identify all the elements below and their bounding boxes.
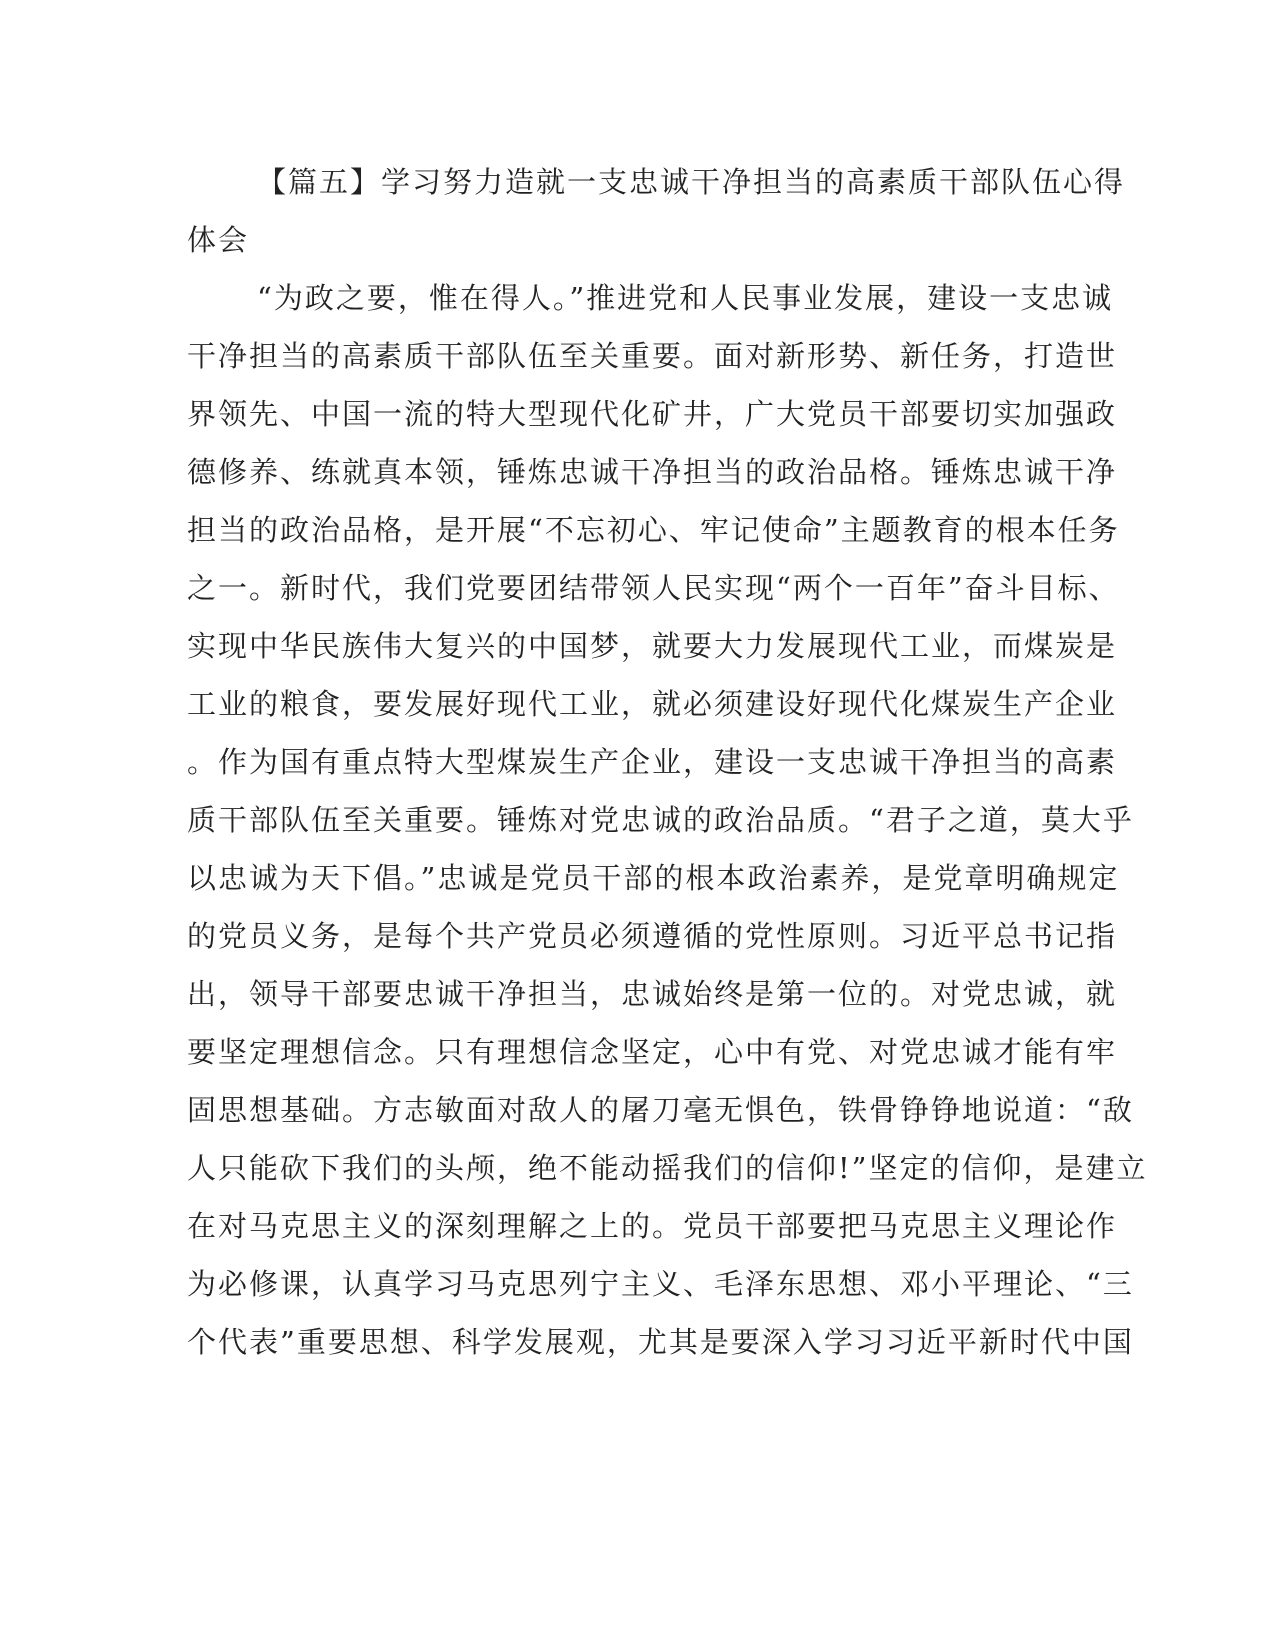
paragraph-line: 。作为国有重点特大型煤炭生产企业，建设一支忠诚干净担当的高素 — [187, 745, 1118, 779]
paragraph-line: “为政之要，惟在得人。”推进党和人民事业发展，建设一支忠诚 — [257, 281, 1114, 315]
paragraph-line: 干净担当的高素质干部队伍至关重要。面对新形势、新任务，打造世 — [187, 339, 1118, 373]
paragraph-line: 的党员义务，是每个共产党员必须遵循的党性原则。习近平总书记指 — [187, 919, 1118, 953]
paragraph-line: 担当的政治品格，是开展“不忘初心、牢记使命”主题教育的根本任务 — [187, 513, 1120, 547]
paragraph-line: 人只能砍下我们的头颅，绝不能动摇我们的信仰!”坚定的信仰，是建立 — [187, 1151, 1148, 1185]
paragraph-line: 要坚定理想信念。只有理想信念坚定，心中有党、对党忠诚才能有牢 — [187, 1035, 1118, 1069]
paragraph-line: 个代表”重要思想、科学发展观，尤其是要深入学习习近平新时代中国 — [187, 1325, 1134, 1359]
paragraph-line: 质干部队伍至关重要。锤炼对党忠诚的政治品质。“君子之道，莫大乎 — [187, 803, 1134, 837]
heading-line-2: 体会 — [187, 223, 250, 257]
paragraph-line: 在对马克思主义的深刻理解之上的。党员干部要把马克思主义理论作 — [187, 1209, 1118, 1243]
heading-line-1: 【篇五】学习努力造就一支忠诚干净担当的高素质干部队伍心得 — [257, 165, 1126, 199]
paragraph-line: 工业的粮食，要发展好现代工业，就必须建设好现代化煤炭生产企业 — [187, 687, 1118, 721]
paragraph-line: 为必修课，认真学习马克思列宁主义、毛泽东思想、邓小平理论、“三 — [187, 1267, 1134, 1301]
paragraph-line: 实现中华民族伟大复兴的中国梦，就要大力发展现代工业，而煤炭是 — [187, 629, 1118, 663]
paragraph-line: 界领先、中国一流的特大型现代化矿井，广大党员干部要切实加强政 — [187, 397, 1118, 431]
paragraph-line: 出，领导干部要忠诚干净担当，忠诚始终是第一位的。对党忠诚，就 — [187, 977, 1118, 1011]
paragraph-line: 固思想基础。方志敏面对敌人的屠刀毫无惧色，铁骨铮铮地说道：“敌 — [187, 1093, 1134, 1127]
paragraph-line: 之一。新时代，我们党要团结带领人民实现“两个一百年”奋斗目标、 — [187, 571, 1120, 605]
paragraph-line: 以忠诚为天下倡。”忠诚是党员干部的根本政治素养，是党章明确规定 — [187, 861, 1120, 895]
paragraph-line: 德修养、练就真本领，锤炼忠诚干净担当的政治品格。锤炼忠诚干净 — [187, 455, 1118, 489]
